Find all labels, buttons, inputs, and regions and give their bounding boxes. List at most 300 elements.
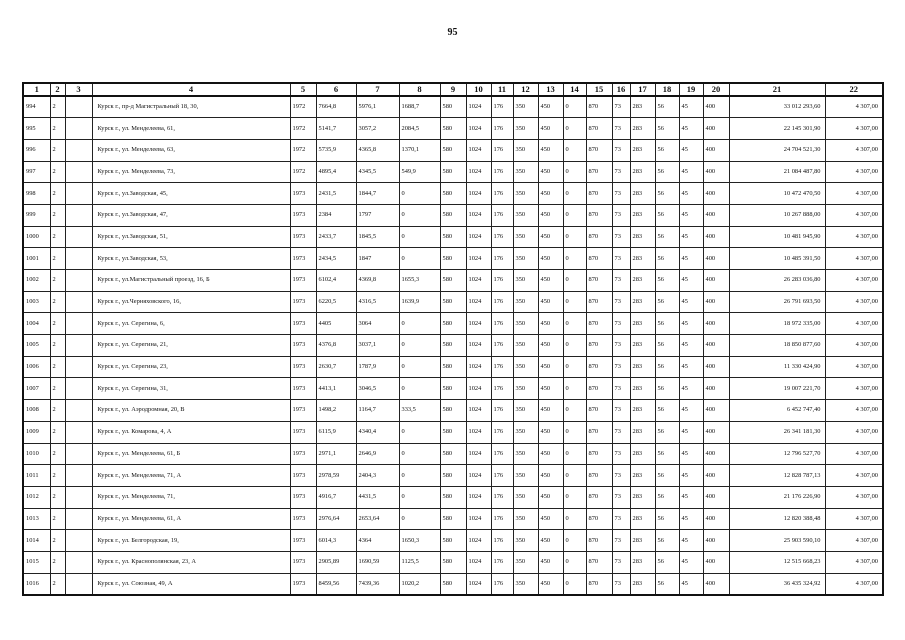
column-header-20: 20 [703, 83, 729, 96]
table-cell: 2 [50, 226, 65, 248]
table-cell: 350 [513, 248, 538, 270]
column-header-14: 14 [563, 83, 586, 96]
column-header-12: 12 [513, 83, 538, 96]
table-cell: 1024 [466, 204, 491, 226]
table-cell: 45 [679, 378, 703, 400]
table-cell: 2 [50, 183, 65, 205]
table-cell: 1000 [23, 226, 50, 248]
table-cell: 400 [703, 400, 729, 422]
table-cell: 350 [513, 204, 538, 226]
table-cell: 870 [586, 204, 612, 226]
table-cell: 870 [586, 335, 612, 357]
table-cell: 0 [563, 443, 586, 465]
table-cell: 1024 [466, 183, 491, 205]
address-cell: Курск г., ул.Заводская, 53, [92, 248, 290, 270]
table-cell: 2 [50, 508, 65, 530]
table-cell: 1973 [290, 551, 316, 573]
table-row [23, 421, 883, 443]
table-cell [65, 356, 92, 378]
table-cell: 73 [612, 248, 630, 270]
table-cell: 45 [679, 291, 703, 313]
table-cell: 997 [23, 161, 50, 183]
table-cell [65, 378, 92, 400]
table-cell: 2 [50, 313, 65, 335]
table-cell: 4 307,00 [825, 421, 883, 443]
column-header-22: 22 [825, 83, 883, 96]
table-cell: 176 [491, 335, 513, 357]
table-cell: 4 307,00 [825, 139, 883, 161]
table-cell: 73 [612, 465, 630, 487]
table-cell: 1016 [23, 573, 50, 595]
table-cell: 0 [563, 139, 586, 161]
table-cell: 2434,5 [316, 248, 356, 270]
table-cell: 400 [703, 183, 729, 205]
table-cell: 283 [630, 486, 655, 508]
table-cell: 0 [399, 465, 440, 487]
table-row [23, 96, 883, 118]
table-cell: 450 [538, 443, 563, 465]
table-cell: 176 [491, 270, 513, 292]
table-cell [65, 118, 92, 140]
column-header-1: 1 [23, 83, 50, 96]
column-header-16: 16 [612, 83, 630, 96]
table-cell: 283 [630, 183, 655, 205]
table-cell: 5141,7 [316, 118, 356, 140]
table-cell: 45 [679, 573, 703, 595]
table-cell [65, 486, 92, 508]
table-cell [65, 270, 92, 292]
table-cell: 4 307,00 [825, 226, 883, 248]
table-cell: 1973 [290, 465, 316, 487]
column-header-7: 7 [356, 83, 399, 96]
table-cell: 1690,59 [356, 551, 399, 573]
table-cell: 21 084 487,80 [729, 161, 825, 183]
table-cell: 2 [50, 291, 65, 313]
table-cell: 12 820 388,48 [729, 508, 825, 530]
table-cell: 5976,1 [356, 96, 399, 118]
table-cell: 176 [491, 313, 513, 335]
table-cell: 56 [655, 313, 679, 335]
table-cell: 73 [612, 378, 630, 400]
table-cell: 400 [703, 291, 729, 313]
table-cell: 1972 [290, 96, 316, 118]
table-cell: 4 307,00 [825, 551, 883, 573]
table-cell: 56 [655, 335, 679, 357]
table-cell: 350 [513, 270, 538, 292]
table-cell: 2978,59 [316, 465, 356, 487]
table-cell: 0 [399, 335, 440, 357]
table-cell: 1003 [23, 291, 50, 313]
table-cell: 350 [513, 421, 538, 443]
table-cell: 1498,2 [316, 400, 356, 422]
table-cell: 4 307,00 [825, 378, 883, 400]
table-cell: 1973 [290, 356, 316, 378]
table-cell: 0 [563, 96, 586, 118]
table-cell: 1024 [466, 270, 491, 292]
table-cell: 19 007 221,70 [729, 378, 825, 400]
table-cell: 870 [586, 551, 612, 573]
table-cell: 0 [399, 356, 440, 378]
table-cell: 870 [586, 161, 612, 183]
address-cell: Курск г., ул. Серегина, 6, [92, 313, 290, 335]
table-cell: 870 [586, 400, 612, 422]
table-cell: 400 [703, 118, 729, 140]
table-cell: 56 [655, 530, 679, 552]
table-cell: 45 [679, 248, 703, 270]
table-cell: 0 [399, 183, 440, 205]
table-cell: 2 [50, 335, 65, 357]
table-cell: 1973 [290, 421, 316, 443]
table-cell: 450 [538, 270, 563, 292]
table-cell: 45 [679, 356, 703, 378]
table-cell: 1973 [290, 400, 316, 422]
table-cell: 176 [491, 204, 513, 226]
table-cell: 0 [563, 226, 586, 248]
table-cell: 2 [50, 400, 65, 422]
table-row [23, 400, 883, 422]
table-cell: 73 [612, 183, 630, 205]
table-cell: 1024 [466, 118, 491, 140]
table-cell: 283 [630, 226, 655, 248]
table-cell: 870 [586, 291, 612, 313]
table-cell: 1973 [290, 226, 316, 248]
table-cell: 400 [703, 356, 729, 378]
table-cell: 870 [586, 378, 612, 400]
table-cell: 400 [703, 465, 729, 487]
table-cell: 450 [538, 573, 563, 595]
table-cell: 4365,8 [356, 139, 399, 161]
table-cell: 450 [538, 335, 563, 357]
table-cell: 4413,1 [316, 378, 356, 400]
table-cell: 4 307,00 [825, 204, 883, 226]
table-cell: 1001 [23, 248, 50, 270]
table-row [23, 313, 883, 335]
table-cell: 283 [630, 378, 655, 400]
table-cell: 176 [491, 508, 513, 530]
table-cell: 870 [586, 421, 612, 443]
column-header-13: 13 [538, 83, 563, 96]
table-cell: 10 267 888,00 [729, 204, 825, 226]
table-cell: 0 [399, 508, 440, 530]
table-cell: 176 [491, 356, 513, 378]
table-cell: 4364 [356, 530, 399, 552]
table-row [23, 270, 883, 292]
table-cell: 400 [703, 508, 729, 530]
table-cell: 4895,4 [316, 161, 356, 183]
table-cell: 580 [440, 161, 466, 183]
table-cell: 56 [655, 400, 679, 422]
table-cell: 56 [655, 291, 679, 313]
table-cell: 870 [586, 248, 612, 270]
table-cell: 73 [612, 486, 630, 508]
table-cell: 8459,56 [316, 573, 356, 595]
table-cell: 26 283 036,80 [729, 270, 825, 292]
table-cell: 1845,5 [356, 226, 399, 248]
table-cell: 2 [50, 465, 65, 487]
table-cell: 580 [440, 486, 466, 508]
table-cell: 56 [655, 378, 679, 400]
table-cell: 580 [440, 291, 466, 313]
table-cell: 73 [612, 161, 630, 183]
table-cell: 2971,1 [316, 443, 356, 465]
table-cell: 580 [440, 270, 466, 292]
table-cell: 580 [440, 421, 466, 443]
table-cell: 350 [513, 161, 538, 183]
table-cell: 580 [440, 508, 466, 530]
table-cell: 1024 [466, 378, 491, 400]
table-cell: 400 [703, 551, 729, 573]
table-cell: 4 307,00 [825, 248, 883, 270]
column-header-18: 18 [655, 83, 679, 96]
table-cell: 1797 [356, 204, 399, 226]
table-cell: 45 [679, 421, 703, 443]
table-cell: 350 [513, 551, 538, 573]
table-cell: 0 [563, 291, 586, 313]
table-cell: 0 [563, 378, 586, 400]
table-cell: 1014 [23, 530, 50, 552]
table-cell: 870 [586, 530, 612, 552]
table-cell: 6 452 747,40 [729, 400, 825, 422]
table-cell: 580 [440, 530, 466, 552]
table-cell: 56 [655, 443, 679, 465]
table-cell: 4 307,00 [825, 96, 883, 118]
table-row [23, 465, 883, 487]
table-cell: 350 [513, 291, 538, 313]
table-cell: 73 [612, 118, 630, 140]
table-cell: 0 [563, 508, 586, 530]
table-cell: 45 [679, 335, 703, 357]
table-row [23, 248, 883, 270]
table-cell: 0 [563, 551, 586, 573]
table-row [23, 204, 883, 226]
table-cell: 1973 [290, 204, 316, 226]
table-cell: 400 [703, 161, 729, 183]
table-cell: 1973 [290, 270, 316, 292]
address-cell: Курск г., ул. Комарова, 4, А [92, 421, 290, 443]
table-cell: 176 [491, 551, 513, 573]
table-cell: 1012 [23, 486, 50, 508]
table-cell: 400 [703, 335, 729, 357]
table-cell: 870 [586, 443, 612, 465]
table-cell: 73 [612, 400, 630, 422]
table-cell: 73 [612, 421, 630, 443]
address-cell: Курск г., ул.Магистральный проезд, 16, Б [92, 270, 290, 292]
table-cell: 18 972 335,00 [729, 313, 825, 335]
table-cell: 4 307,00 [825, 335, 883, 357]
table-cell: 580 [440, 183, 466, 205]
table-cell: 1024 [466, 313, 491, 335]
address-cell: Курск г., ул. Белгородская, 19, [92, 530, 290, 552]
table-cell: 1972 [290, 118, 316, 140]
table-cell: 56 [655, 508, 679, 530]
header-row [23, 83, 883, 96]
table-cell: 870 [586, 573, 612, 595]
address-cell: Курск г., ул. Менделеева, 61, А [92, 508, 290, 530]
table-cell: 1973 [290, 313, 316, 335]
table-cell [65, 161, 92, 183]
table-cell: 45 [679, 226, 703, 248]
table-cell: 73 [612, 356, 630, 378]
table-cell: 7664,8 [316, 96, 356, 118]
table-cell: 1650,3 [399, 530, 440, 552]
table-cell: 4 307,00 [825, 183, 883, 205]
table-cell: 549,9 [399, 161, 440, 183]
table-cell: 176 [491, 248, 513, 270]
table-cell: 4916,7 [316, 486, 356, 508]
column-header-4: 4 [92, 83, 290, 96]
table-cell: 73 [612, 573, 630, 595]
table-cell: 12 515 668,23 [729, 551, 825, 573]
table-cell: 450 [538, 551, 563, 573]
table-cell: 4 307,00 [825, 291, 883, 313]
table-cell: 870 [586, 226, 612, 248]
table-cell: 400 [703, 313, 729, 335]
table-cell: 0 [563, 400, 586, 422]
table-cell: 1973 [290, 291, 316, 313]
table-cell: 1024 [466, 508, 491, 530]
table-cell [65, 139, 92, 161]
table-cell: 350 [513, 378, 538, 400]
column-header-15: 15 [586, 83, 612, 96]
table-cell: 1024 [466, 335, 491, 357]
address-cell: Курск г., ул. Менделеева, 61, [92, 118, 290, 140]
table-cell: 580 [440, 551, 466, 573]
table-cell: 26 341 181,30 [729, 421, 825, 443]
table-cell: 73 [612, 226, 630, 248]
table-row [23, 139, 883, 161]
table-cell: 350 [513, 443, 538, 465]
table-cell: 56 [655, 270, 679, 292]
table-cell: 2433,7 [316, 226, 356, 248]
table-cell: 1847 [356, 248, 399, 270]
table-cell: 283 [630, 204, 655, 226]
table-cell: 176 [491, 161, 513, 183]
address-cell: Курск г., ул.Заводская, 51, [92, 226, 290, 248]
table-cell: 4369,8 [356, 270, 399, 292]
table-cell: 1787,9 [356, 356, 399, 378]
table-cell: 450 [538, 248, 563, 270]
table-cell: 450 [538, 183, 563, 205]
table-cell: 0 [563, 335, 586, 357]
table-cell: 450 [538, 118, 563, 140]
table-cell: 1010 [23, 443, 50, 465]
address-cell: Курск г., ул. Менделеева, 73, [92, 161, 290, 183]
table-cell [65, 508, 92, 530]
table-cell: 283 [630, 313, 655, 335]
address-cell: Курск г., ул. Союзная, 49, А [92, 573, 290, 595]
table-cell: 283 [630, 508, 655, 530]
table-cell: 450 [538, 508, 563, 530]
column-header-6: 6 [316, 83, 356, 96]
table-cell: 2 [50, 551, 65, 573]
table-cell: 870 [586, 313, 612, 335]
table-cell: 400 [703, 96, 729, 118]
table-cell: 870 [586, 96, 612, 118]
table-cell [65, 400, 92, 422]
table-cell: 0 [563, 248, 586, 270]
table-cell: 400 [703, 139, 729, 161]
table-cell [65, 573, 92, 595]
table-cell: 0 [563, 313, 586, 335]
table-cell: 996 [23, 139, 50, 161]
table-cell: 6102,4 [316, 270, 356, 292]
table-cell: 283 [630, 465, 655, 487]
column-header-17: 17 [630, 83, 655, 96]
address-cell: Курск г., пр-д Магистральный 18, 30, [92, 96, 290, 118]
table-cell: 73 [612, 291, 630, 313]
table-cell: 450 [538, 226, 563, 248]
table-cell: 24 704 521,30 [729, 139, 825, 161]
table-cell: 4376,8 [316, 335, 356, 357]
table-cell: 3046,5 [356, 378, 399, 400]
table-cell [65, 226, 92, 248]
table-row [23, 291, 883, 313]
table-cell: 73 [612, 335, 630, 357]
table-cell: 4316,5 [356, 291, 399, 313]
table-cell: 283 [630, 96, 655, 118]
table-cell: 283 [630, 573, 655, 595]
table-row [23, 356, 883, 378]
table-cell: 350 [513, 400, 538, 422]
table-cell: 4405 [316, 313, 356, 335]
table-cell: 0 [563, 183, 586, 205]
table-row [23, 551, 883, 573]
table-cell: 1972 [290, 139, 316, 161]
table-cell: 45 [679, 465, 703, 487]
table-cell: 73 [612, 443, 630, 465]
table-cell [65, 530, 92, 552]
table-cell: 2 [50, 486, 65, 508]
table-cell: 2404,3 [356, 465, 399, 487]
column-header-3: 3 [65, 83, 92, 96]
table-cell: 4 307,00 [825, 356, 883, 378]
table-cell: 45 [679, 118, 703, 140]
table-cell: 1024 [466, 161, 491, 183]
table-cell: 400 [703, 270, 729, 292]
table-cell: 73 [612, 551, 630, 573]
table-cell: 3064 [356, 313, 399, 335]
table-cell: 450 [538, 161, 563, 183]
table-cell: 4345,5 [356, 161, 399, 183]
table-cell: 2 [50, 139, 65, 161]
table-cell [65, 291, 92, 313]
table-cell: 1024 [466, 486, 491, 508]
table-cell: 0 [563, 421, 586, 443]
table-cell: 450 [538, 139, 563, 161]
table-cell: 73 [612, 96, 630, 118]
column-header-2: 2 [50, 83, 65, 96]
table-cell: 1011 [23, 465, 50, 487]
table-cell: 4 307,00 [825, 508, 883, 530]
table-row [23, 530, 883, 552]
table-cell: 1655,3 [399, 270, 440, 292]
table-cell: 6014,3 [316, 530, 356, 552]
table-cell: 0 [399, 248, 440, 270]
table-cell: 283 [630, 356, 655, 378]
table-cell: 1024 [466, 551, 491, 573]
table-cell: 870 [586, 465, 612, 487]
address-cell: Курск г., ул. Менделеева, 71, [92, 486, 290, 508]
table-cell: 45 [679, 486, 703, 508]
table-cell: 283 [630, 443, 655, 465]
table-cell: 580 [440, 118, 466, 140]
table-cell: 176 [491, 139, 513, 161]
table-cell: 1688,7 [399, 96, 440, 118]
table-cell: 2 [50, 443, 65, 465]
table-cell: 73 [612, 530, 630, 552]
table-cell: 283 [630, 161, 655, 183]
table-cell: 5735,9 [316, 139, 356, 161]
